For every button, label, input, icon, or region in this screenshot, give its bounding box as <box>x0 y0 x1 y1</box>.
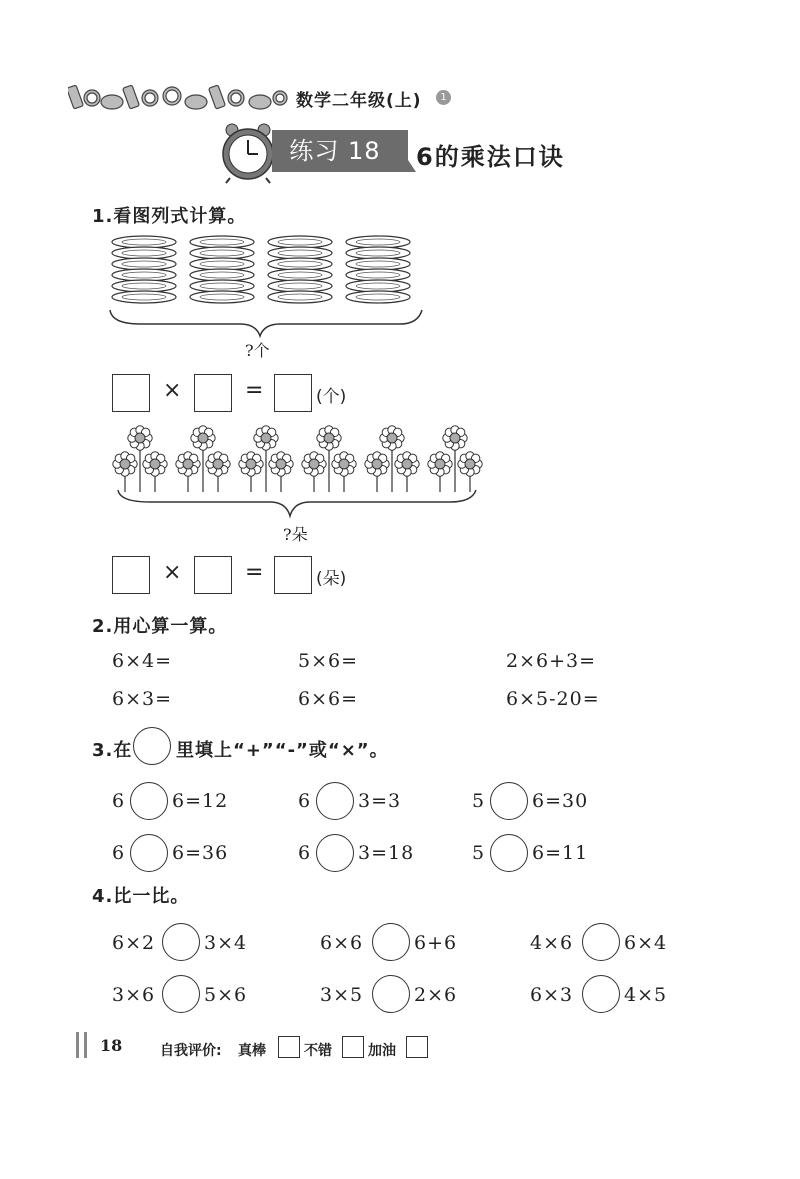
q3-answer-circle[interactable] <box>130 782 168 820</box>
plates-unit: (个) <box>316 387 347 407</box>
plates-factor2-box[interactable] <box>194 374 232 412</box>
q2-title: 2.用心算一算。 <box>92 616 228 637</box>
q4-right: 2×6 <box>414 984 458 1006</box>
plate-stack <box>112 236 176 303</box>
q3-right: 6=12 <box>172 790 229 812</box>
q4-compare-circle[interactable] <box>162 975 200 1013</box>
self-eval-option-great: 真棒 <box>238 1043 266 1059</box>
q4-compare-circle[interactable] <box>162 923 200 961</box>
equals-sign: = <box>245 378 264 403</box>
page-number: 18 <box>100 1036 123 1055</box>
q4-compare-circle[interactable] <box>372 923 410 961</box>
self-eval-checkbox-good[interactable] <box>342 1036 364 1058</box>
flowers-product-box[interactable] <box>274 556 312 594</box>
flowers-illustration <box>100 420 500 530</box>
q1-title: 1.看图列式计算。 <box>92 206 247 227</box>
q4-right: 6+6 <box>414 932 458 954</box>
plate-stack <box>268 236 332 303</box>
q4-right: 3×4 <box>204 932 248 954</box>
self-eval-option-good: 不错 <box>304 1043 332 1059</box>
header-decoration-icons <box>68 78 288 114</box>
self-eval-checkbox-keep-going[interactable] <box>406 1036 428 1058</box>
flower <box>395 452 419 492</box>
volume-badge: 1 <box>436 90 451 105</box>
q3-left: 6 <box>298 790 312 812</box>
q2-problem: 6×4= <box>112 650 173 672</box>
q3-right: 6=36 <box>172 842 229 864</box>
q3-right: 3=3 <box>358 790 402 812</box>
q4-right: 4×5 <box>624 984 668 1006</box>
q4-compare-circle[interactable] <box>582 923 620 961</box>
footer-divider-bar <box>84 1032 87 1058</box>
self-eval-option-keep-going: 加油 <box>368 1043 396 1059</box>
plate-stack <box>346 236 410 303</box>
self-eval-label: 自我评价: <box>160 1043 222 1059</box>
q4-left: 4×6 <box>530 932 574 954</box>
q4-left: 6×3 <box>530 984 574 1006</box>
q3-answer-circle[interactable] <box>316 834 354 872</box>
q3-left: 5 <box>472 790 486 812</box>
q2-problem: 6×3= <box>112 688 173 710</box>
plates-product-box[interactable] <box>274 374 312 412</box>
q3-right: 3=18 <box>358 842 415 864</box>
q3-left: 5 <box>472 842 486 864</box>
q3-title-circle <box>133 727 171 765</box>
q3-answer-circle[interactable] <box>490 782 528 820</box>
q3-answer-circle[interactable] <box>490 834 528 872</box>
self-eval-checkbox-great[interactable] <box>278 1036 300 1058</box>
flowers-unit: (朵) <box>316 569 347 589</box>
q3-title-suffix: 里填上“+”“-”或“×”。 <box>176 740 389 761</box>
plates-brace-label: ?个 <box>245 341 270 360</box>
flower <box>143 452 167 492</box>
flower <box>458 452 482 492</box>
subject-grade-label: 数学二年级(上) <box>296 91 422 111</box>
flower <box>269 452 293 492</box>
flower <box>365 452 389 492</box>
alarm-clock-icon <box>220 122 276 184</box>
flowers-factor1-box[interactable] <box>112 556 150 594</box>
flowers-factor2-box[interactable] <box>194 556 232 594</box>
q4-left: 3×5 <box>320 984 364 1006</box>
flower <box>302 452 326 492</box>
q3-answer-circle[interactable] <box>316 782 354 820</box>
flower <box>113 452 137 492</box>
q4-left: 3×6 <box>112 984 156 1006</box>
lesson-topic: 6的乘法口诀 <box>416 143 565 171</box>
plates-factor1-box[interactable] <box>112 374 150 412</box>
q3-answer-circle[interactable] <box>130 834 168 872</box>
q2-problem: 6×6= <box>298 688 359 710</box>
plate-stack <box>190 236 254 303</box>
q3-left: 6 <box>112 842 126 864</box>
q3-right: 6=30 <box>532 790 589 812</box>
flower <box>206 452 230 492</box>
q4-left: 6×2 <box>112 932 156 954</box>
q4-title: 4.比一比。 <box>92 886 190 907</box>
lesson-banner: 练习 18 <box>272 130 398 172</box>
q2-problem: 5×6= <box>298 650 359 672</box>
footer-divider-bar <box>76 1032 79 1058</box>
q4-compare-circle[interactable] <box>582 975 620 1013</box>
flower <box>428 452 452 492</box>
equals-sign: = <box>245 560 264 585</box>
times-sign: × <box>163 560 182 585</box>
q3-title-prefix: 3.在 <box>92 740 133 761</box>
q4-right: 5×6 <box>204 984 248 1006</box>
q2-problem: 2×6+3= <box>506 650 597 672</box>
flower <box>176 452 200 492</box>
plates-illustration <box>100 232 440 344</box>
flower <box>239 452 263 492</box>
q3-right: 6=11 <box>532 842 589 864</box>
q2-problem: 6×5-20= <box>506 688 600 710</box>
flower <box>332 452 356 492</box>
q4-right: 6×4 <box>624 932 668 954</box>
q4-compare-circle[interactable] <box>372 975 410 1013</box>
times-sign: × <box>163 378 182 403</box>
q3-left: 6 <box>112 790 126 812</box>
banner-tail-shape <box>396 130 416 172</box>
flowers-brace-label: ?朵 <box>283 525 308 544</box>
q4-left: 6×6 <box>320 932 364 954</box>
q3-left: 6 <box>298 842 312 864</box>
